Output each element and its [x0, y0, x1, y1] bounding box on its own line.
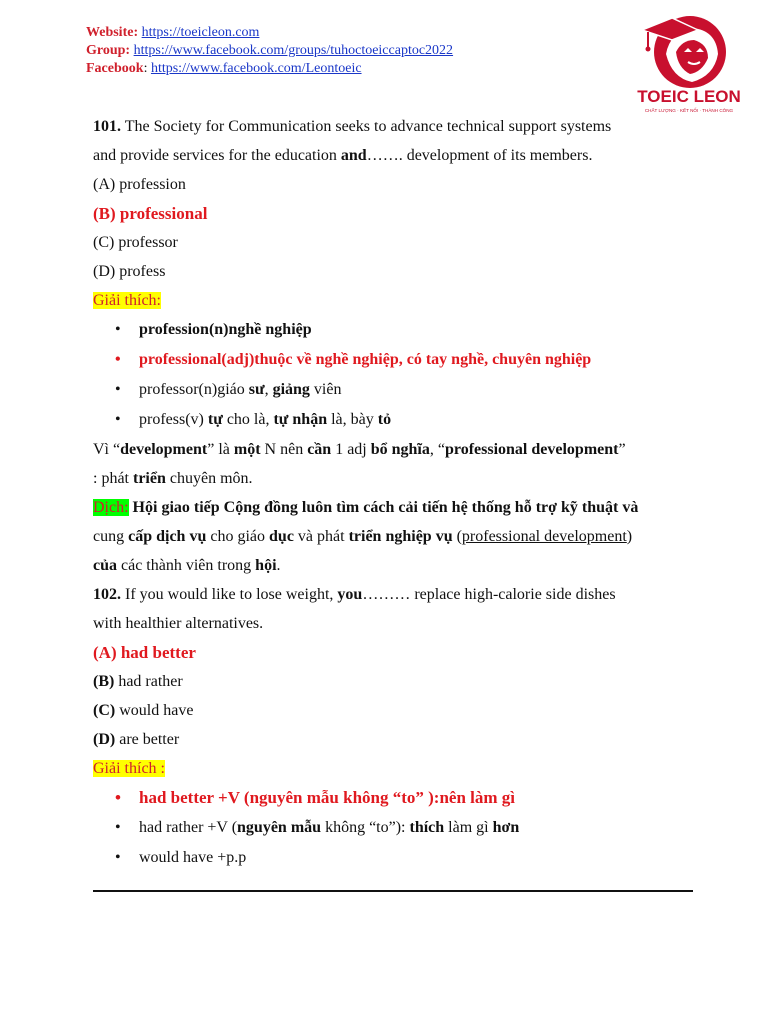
- q102-explain-label: Giải thích :: [93, 760, 165, 777]
- facebook-label: Facebook: [86, 61, 144, 76]
- q101-because-f: cần: [307, 441, 332, 458]
- q102-option-d: [93, 725, 693, 754]
- q101-translate-line2: [93, 522, 693, 551]
- group-link[interactable]: https://www.facebook.com/groups/tuhoctoeiccaptoc2022: [133, 43, 454, 58]
- q101-bullet-2: professional(adj)thuộc về nghề nghiệp, có tay nghề, chuyên nghiệp: [139, 351, 592, 368]
- q101-because-line1: [93, 435, 693, 464]
- q101-translate-l3c: hội: [255, 557, 277, 574]
- q102-bullet-2a: had rather +V (: [139, 819, 238, 836]
- q101-bullet-3c: ,: [264, 381, 273, 398]
- q102-bullet-2e: làm gì: [444, 819, 493, 836]
- q102-stem-1b: you: [337, 586, 363, 603]
- q101-translate-l2d: dục: [269, 528, 294, 545]
- q101-bullet-3d: giảng: [272, 381, 310, 398]
- q102-number: 102.: [93, 586, 121, 603]
- q101-bullet-3a: professor(n)giáo: [139, 381, 249, 398]
- q101-stem-2c: ……. development of its members.: [366, 147, 593, 164]
- q102-stem-1c: ……… replace high-calorie side dishes: [362, 586, 616, 603]
- q102-stem-1a: If you would like to lose weight,: [121, 586, 338, 603]
- q101-because-g: 1 adj: [331, 441, 371, 458]
- q101-stem-line2: [93, 141, 693, 170]
- q102-explain-row: [93, 754, 693, 783]
- q101-bullet-3b: sư: [248, 381, 265, 398]
- group-row: [86, 42, 453, 60]
- q101-translate-l2b: cấp dịch vụ: [128, 528, 207, 545]
- q102-explain-list: [93, 783, 693, 873]
- q101-because-l2a: : phát: [93, 470, 133, 487]
- logo-name: TOEIC LEON: [637, 87, 741, 106]
- q101-because-d: một: [233, 441, 261, 458]
- q102-option-c-text: would have: [115, 702, 194, 719]
- footer-divider: [93, 890, 693, 892]
- q101-because-a: Vì “: [93, 441, 121, 458]
- list-item: [93, 345, 693, 375]
- q102-bullet-3: would have +p.p: [139, 849, 247, 866]
- group-label: Group:: [86, 43, 131, 58]
- q102-option-a-correct: (A) had better: [93, 643, 196, 662]
- q102-stem-line2: with healthier alternatives.: [93, 615, 264, 632]
- graduation-lion-icon: [642, 16, 726, 88]
- q101-stem-2a: and provide services for the education: [93, 147, 341, 164]
- q101-option-c: (C) professor: [93, 234, 178, 251]
- q101-because-c: ” là: [207, 441, 234, 458]
- list-item: [93, 375, 693, 405]
- q102-stem-line1: [93, 580, 693, 609]
- q101-translate-line3: [93, 551, 693, 580]
- q102-option-b: [93, 667, 693, 696]
- q101-because-k: ”: [618, 441, 626, 458]
- q101-bullet-4b: tự: [207, 411, 223, 428]
- q101-translate-l2i: ): [626, 528, 633, 545]
- toeic-leon-logo: [636, 8, 742, 116]
- q101-because-e: N nên: [260, 441, 308, 458]
- q101-option-d: (D) profess: [93, 263, 166, 280]
- q101-because-j: professional development: [444, 441, 619, 458]
- list-item: [93, 405, 693, 435]
- q101-number: 101.: [93, 118, 121, 135]
- q102-bullet-2d: thích: [409, 819, 445, 836]
- q101-stem-line1: [93, 112, 693, 141]
- q101-explain-list: [93, 315, 693, 435]
- website-link[interactable]: https://toeicleon.com: [141, 25, 260, 40]
- q102-bullet-2f: hơn: [492, 819, 520, 836]
- q101-translate-l2h: professional development: [461, 528, 627, 545]
- q101-translate-l3d: .: [276, 557, 281, 574]
- q101-bullet-4d: tự nhận: [273, 411, 328, 428]
- q101-bullet-4c: cho là,: [222, 411, 274, 428]
- list-item: [93, 843, 693, 873]
- facebook-row: [86, 60, 453, 78]
- q101-because-l2c: chuyên môn.: [165, 470, 253, 487]
- q101-translate-l2c: cho giáo: [206, 528, 270, 545]
- facebook-colon: :: [143, 61, 148, 76]
- q101-translate-l3b: các thành viên trong: [117, 557, 256, 574]
- q102-option-d-letter: (D): [93, 731, 116, 748]
- header: [86, 24, 453, 78]
- q102-option-d-text: are better: [115, 731, 180, 748]
- q102-option-b-text: had rather: [114, 673, 183, 690]
- list-item: [93, 315, 693, 345]
- q101-because-i: , “: [429, 441, 445, 458]
- q101-because-h: bổ nghĩa: [370, 441, 430, 458]
- q101-stem-2b: and: [340, 147, 367, 164]
- q102-bullet-2b: nguyên mẫu: [237, 819, 322, 836]
- q101-because-line2: [93, 464, 693, 493]
- website-row: [86, 24, 453, 42]
- q102-option-b-letter: (B): [93, 673, 115, 690]
- q101-translate-a: Hội giao tiếp Cộng đồng luôn tìm cách cải tiến hệ thống hỗ trợ kỹ thuật và: [128, 499, 639, 516]
- list-item: [93, 813, 693, 843]
- logo-slogan: CHẤT LƯỢNG · KẾT NỐI · THÀNH CÔNG: [644, 108, 734, 113]
- list-item: [93, 783, 693, 813]
- q102-option-c-letter: (C): [93, 702, 116, 719]
- q101-explain-row: [93, 286, 693, 315]
- content: [93, 112, 693, 873]
- q101-because-b: development: [120, 441, 208, 458]
- q101-option-a: (A) profession: [93, 176, 186, 193]
- q101-bullet-1: profession(n)nghề nghiệp: [139, 321, 312, 338]
- q101-because-l2b: triển: [133, 470, 166, 487]
- q101-translate-l2g: (: [452, 528, 462, 545]
- q101-bullet-4e: là, bày: [327, 411, 378, 428]
- q101-option-b-correct: (B) professional: [93, 204, 208, 223]
- q101-translate-l2a: cung: [93, 528, 129, 545]
- q101-bullet-4a: profess(v): [139, 411, 208, 428]
- q102-bullet-2c: không “to”):: [321, 819, 410, 836]
- q101-stem-1: The Society for Communication seeks to advance technical support systems: [121, 118, 612, 135]
- q101-translate-label: Dịch:: [93, 499, 129, 516]
- q101-explain-label: Giải thích:: [93, 292, 161, 309]
- q101-translate-l3a: của: [93, 557, 117, 574]
- q101-translate-l2f: triển nghiệp vụ: [348, 528, 453, 545]
- website-label: Website:: [86, 25, 139, 40]
- q101-translate-line1: [93, 493, 693, 522]
- q101-bullet-4f: tỏ: [377, 411, 392, 428]
- q101-translate-l2e: và phát: [293, 528, 349, 545]
- q102-option-c: [93, 696, 693, 725]
- q101-bullet-3e: viên: [309, 381, 342, 398]
- facebook-link[interactable]: https://www.facebook.com/Leontoeic: [150, 61, 362, 76]
- q102-bullet-1: had better +V (nguyên mẫu không “to” ):nên làm gì: [139, 788, 516, 807]
